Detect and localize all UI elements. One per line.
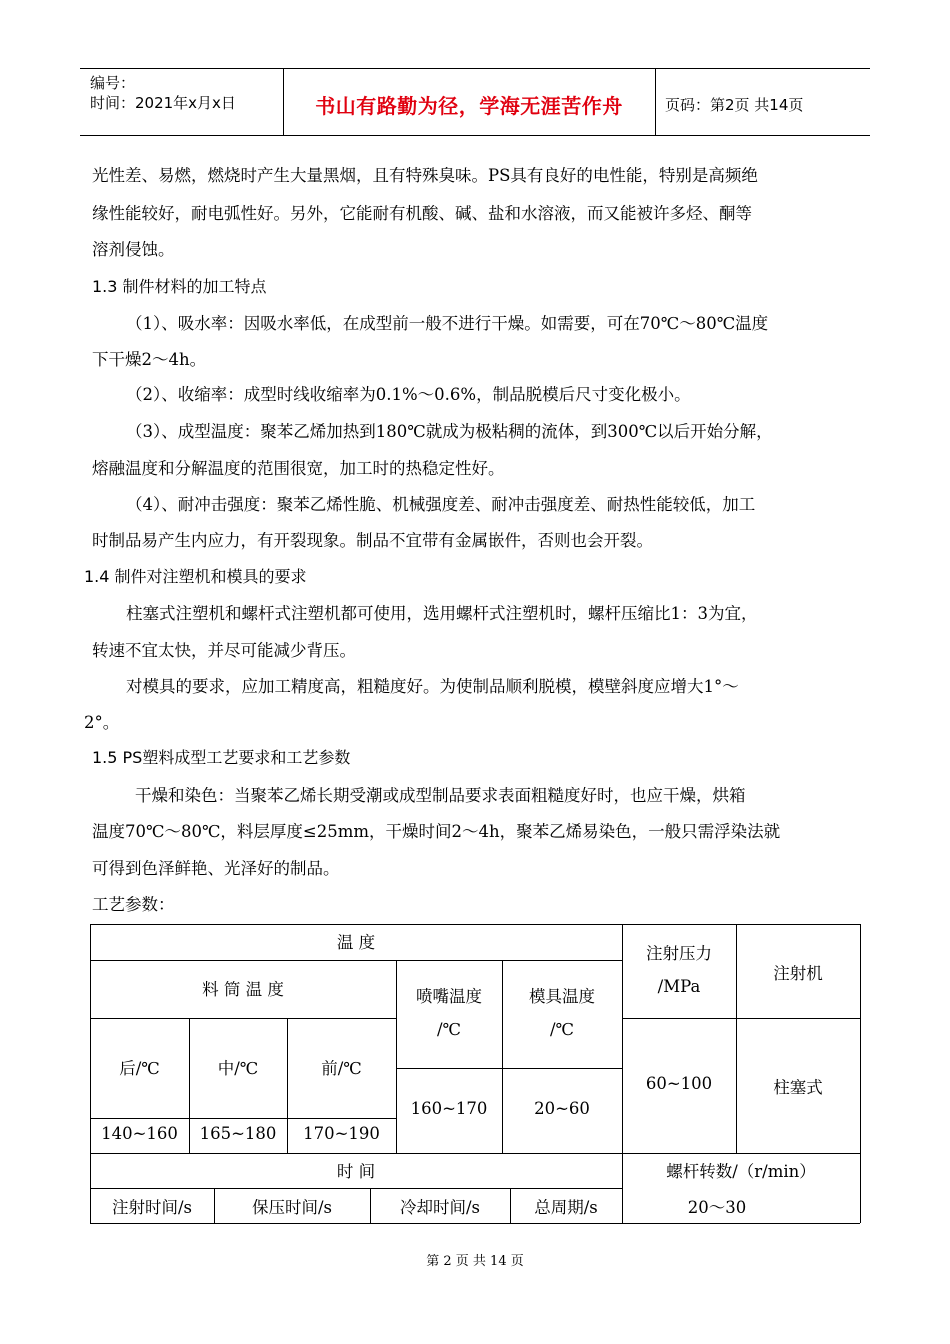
total-cycle-header: 总周期/s xyxy=(534,1198,598,1217)
screw-speed-header: 螺杆转数/（r/min） xyxy=(666,1162,816,1181)
document-date: 时间：2021年x月x日 xyxy=(90,94,236,112)
document-number-label: 编号： xyxy=(90,74,136,92)
table-rule xyxy=(90,960,622,961)
table-rule xyxy=(396,1068,622,1069)
middle-zone-value: 165~180 xyxy=(199,1124,277,1143)
rear-zone-header: 后/℃ xyxy=(119,1059,160,1078)
text-line: 对模具的要求，应加工精度高，粗糙度好。为使制品顺利脱模，模壁斜度应增大1°～ xyxy=(126,677,739,696)
text-line: 时制品易产生内应力，有开裂现象。制品不宜带有金属嵌件，否则也会开裂。 xyxy=(92,531,653,550)
mold-temperature-unit: /℃ xyxy=(549,1020,575,1039)
screw-speed-value: 20～30 xyxy=(687,1198,747,1217)
text-line: （2）、收缩率：成型时线收缩率为0.1%～0.6%，制品脱模后尺寸变化极小。 xyxy=(126,385,691,404)
text-line: （4）、耐冲击强度：聚苯乙烯性脆、机械强度差、耐冲击强度差、耐热性能较低，加工 xyxy=(126,495,756,514)
text-line: 下干燥2～4h。 xyxy=(92,350,207,369)
text-line: 溶剂侵蚀。 xyxy=(92,240,175,259)
header-top-rule xyxy=(80,68,870,69)
front-zone-value: 170~190 xyxy=(303,1124,380,1143)
header-page-number: 页码：第2页 共14页 xyxy=(665,96,804,114)
page-footer: 第 2 页 共 14 页 xyxy=(426,1254,524,1269)
mold-temperature-header: 模具温度 xyxy=(529,987,595,1006)
section-heading-1-4: 1.4 制件对注塑机和模具的要求 xyxy=(84,567,307,586)
header-divider-left xyxy=(283,68,284,136)
cooling-time-header: 冷却时间/s xyxy=(399,1198,481,1217)
nozzle-temperature-unit: /℃ xyxy=(436,1020,462,1039)
injection-machine-header: 注射机 xyxy=(773,964,823,983)
section-heading-1-5: 1.5 PS塑料成型工艺要求和工艺参数 xyxy=(92,748,351,767)
text-line: 可得到色泽鲜艳、光泽好的制品。 xyxy=(92,859,340,878)
nozzle-temperature-header: 喷嘴温度 xyxy=(416,987,482,1006)
header-divider-right xyxy=(655,68,656,136)
table-rule xyxy=(90,1188,622,1189)
table-rule xyxy=(90,1018,396,1019)
mold-temperature-value: 20~60 xyxy=(534,1099,590,1118)
text-line: 柱塞式注塑机和螺杆式注塑机都可使用，选用螺杆式注塑机时，螺杆压缩比1：3为宜， xyxy=(126,604,758,623)
text-line: （3）、成型温度：聚苯乙烯加热到180℃就成为极粘稠的流体，到300℃以后开始分解， xyxy=(126,422,773,441)
text-line: 干燥和染色：当聚苯乙烯长期受潮或成型制品要求表面粗糙度好时，也应干燥，烘箱 xyxy=(135,786,746,805)
injection-machine-value: 柱塞式 xyxy=(773,1078,823,1097)
text-line: 转速不宜太快，并尽可能减少背压。 xyxy=(92,641,356,660)
table-rule xyxy=(90,1153,860,1154)
front-zone-header: 前/℃ xyxy=(321,1059,362,1078)
text-line: 光性差、易燃，燃烧时产生大量黑烟，且有特殊臭味。PS具有良好的电性能，特别是高频绝 xyxy=(92,166,758,185)
hold-time-header: 保压时间/s xyxy=(251,1198,333,1217)
time-header: 时 间 xyxy=(336,1162,376,1181)
table-rule xyxy=(736,924,737,1153)
middle-zone-header: 中/℃ xyxy=(217,1059,259,1078)
text-line: 熔融温度和分解温度的范围很宽，加工时的热稳定性好。 xyxy=(92,459,505,478)
temperature-header: 温 度 xyxy=(336,933,376,952)
table-rule xyxy=(622,1018,860,1019)
table-rule xyxy=(90,924,860,925)
table-rule xyxy=(90,1223,860,1224)
text-line: 温度70℃～80℃，料层厚度≤25mm，干燥时间2～4h，聚苯乙烯易染色，一般只需浮染法就 xyxy=(92,822,781,841)
rear-zone-value: 140~160 xyxy=(101,1124,178,1143)
barrel-temperature-header: 料 筒 温 度 xyxy=(202,980,284,999)
section-heading-1-3: 1.3 制件材料的加工特点 xyxy=(92,277,267,296)
table-rule xyxy=(860,924,861,1223)
text-line: 缘性能较好，耐电弧性好。另外，它能耐有机酸、碱、盐和水溶液，而又能被许多烃、酮等 xyxy=(92,204,752,223)
injection-pressure-unit: /MPa xyxy=(657,977,701,996)
table-caption: 工艺参数： xyxy=(92,895,175,914)
header-motto: 书山有路勤为径，学海无涯苦作舟 xyxy=(315,94,623,118)
injection-pressure-value: 60~100 xyxy=(645,1074,713,1093)
injection-pressure-header: 注射压力 xyxy=(646,944,712,963)
text-line: 2°。 xyxy=(84,713,120,732)
nozzle-temperature-value: 160~170 xyxy=(410,1099,488,1118)
text-line: （1）、吸水率：因吸水率低，在成型前一般不进行干燥。如需要，可在70℃～80℃温度 xyxy=(126,314,769,333)
header-bottom-rule xyxy=(80,135,870,136)
table-rule xyxy=(90,1118,396,1119)
injection-time-header: 注射时间/s xyxy=(111,1198,193,1217)
